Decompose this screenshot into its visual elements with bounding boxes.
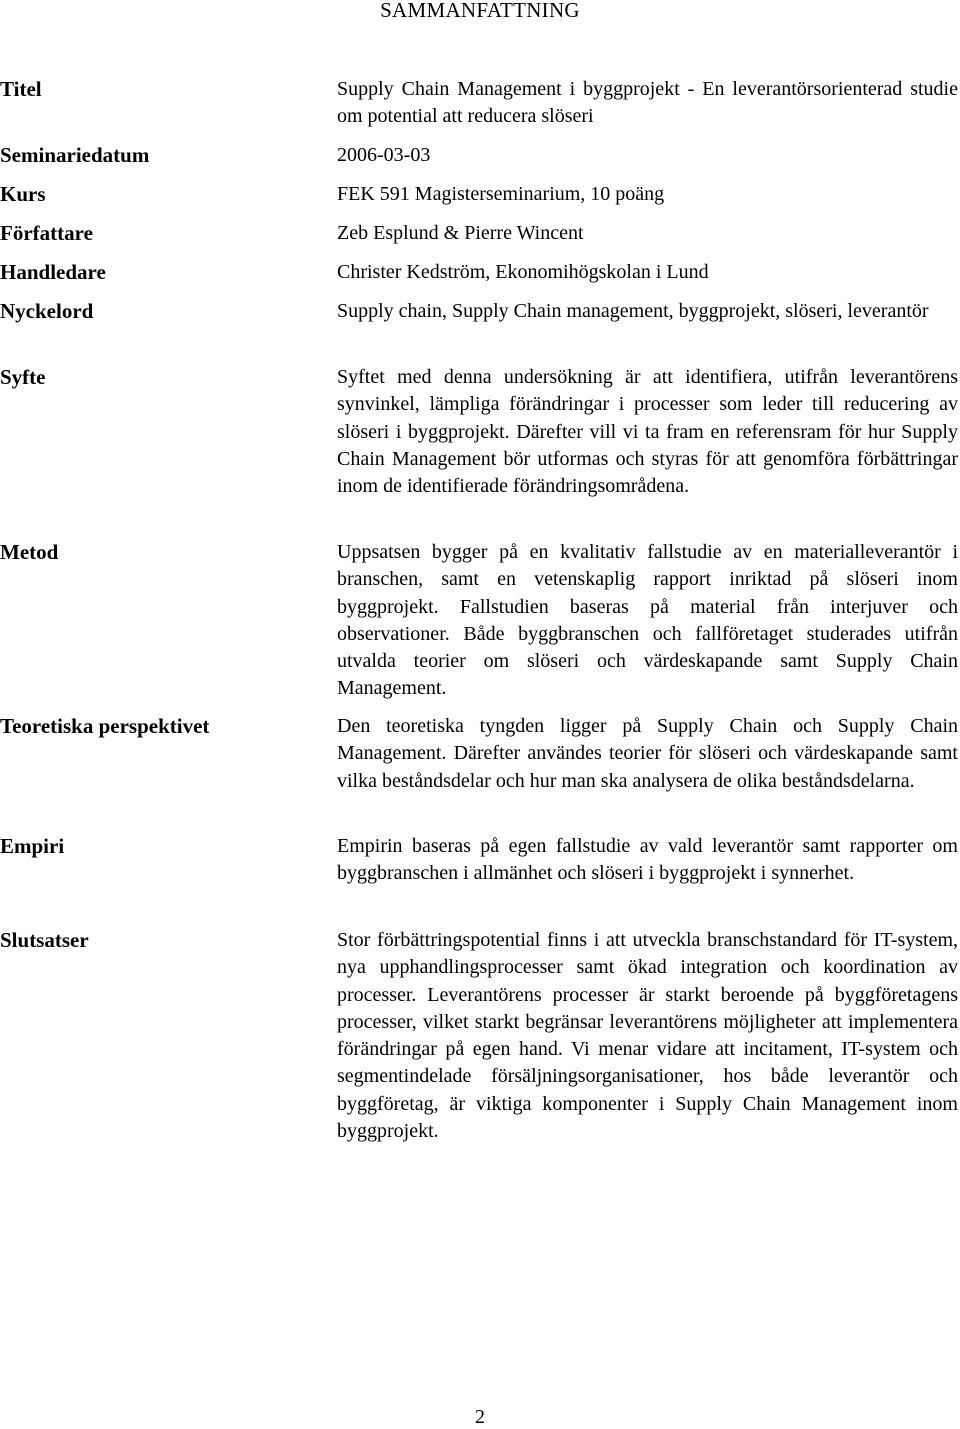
label-empiri: Empiri: [0, 834, 65, 858]
value-slutsatser: Stor förbättringspotential finns i att utveckla branschstandard för IT-system, nya upphandlingsprocesser samt ökad integration och koordination av processer. Leverantörens processer är starkt beroende på byggföretagens processer, vilket starkt begränsar leverantörens möjligheter att implementera förändringar på egen hand. Vi menar vidare att incitament, IT-system och segmentindelade försäljningsorganisationer, hos både leverantör och byggföretag, är viktiga komponenter i Supply Chain Management inom byggprojekt.: [337, 929, 958, 1143]
label-seminariedatum: Seminariedatum: [0, 143, 150, 167]
value-nyckelord: Supply chain, Supply Chain management, byggprojekt, slöseri, leverantör: [337, 300, 929, 322]
value-metod: Uppsatsen bygger på en kvalitativ fallstudie av en materialleverantör i branschen, samt en vetenskaplig rapport inriktad på slöseri inom byggprojekt. Fallstudien baseras på material från interjuver och observationer. Både byggbranschen och fallföretaget studerades utifrån utvalda teorier om slöseri och värdeskapande samt Supply Chain Management.: [337, 541, 958, 700]
label-teoretiska-perspektivet: Teoretiska perspektivet: [0, 714, 210, 738]
label-kurs: Kurs: [0, 182, 46, 206]
value-forfattare: Zeb Esplund & Pierre Wincent: [337, 222, 584, 244]
page-number: 2: [475, 1406, 485, 1428]
value-empiri: Empirin baseras på egen fallstudie av vald leverantör samt rapporter om byggbranschen i allmänhet och slöseri i byggprojekt i synnerhet.: [337, 835, 958, 885]
label-metod: Metod: [0, 540, 59, 564]
label-syfte: Syfte: [0, 365, 46, 389]
label-nyckelord: Nyckelord: [0, 299, 94, 323]
label-handledare: Handledare: [0, 260, 106, 284]
label-slutsatser: Slutsatser: [0, 928, 89, 952]
label-titel: Titel: [0, 77, 42, 101]
value-teoretiska-perspektivet: Den teoretiska tyngden ligger på Supply Chain och Supply Chain Management. Därefter användes teorier för slöseri och värdeskapande samt vilka beståndsdelar och hur man ska analysera de olika beståndsdelarna.: [337, 715, 958, 792]
value-seminariedatum: 2006-03-03: [337, 144, 431, 166]
value-titel: Supply Chain Management i byggprojekt - En leverantörsorienterad studie om potential att reducera slöseri: [337, 78, 958, 128]
label-forfattare: Författare: [0, 221, 93, 245]
document-heading: SAMMANFATTNING: [380, 0, 580, 22]
value-handledare: Christer Kedström, Ekonomihögskolan i Lund: [337, 261, 709, 283]
value-kurs: FEK 591 Magisterseminarium, 10 poäng: [337, 183, 665, 205]
value-syfte: Syftet med denna undersökning är att identifiera, utifrån leverantörens synvinkel, lämpliga förändringar i processer som leder till reducering av slöseri i byggprojekt. Därefter vill vi ta fram en referensram för hur Supply Chain Management bör utformas och styras för att genomföra förbättringar inom de identifierade förändringsområdena.: [337, 366, 958, 498]
